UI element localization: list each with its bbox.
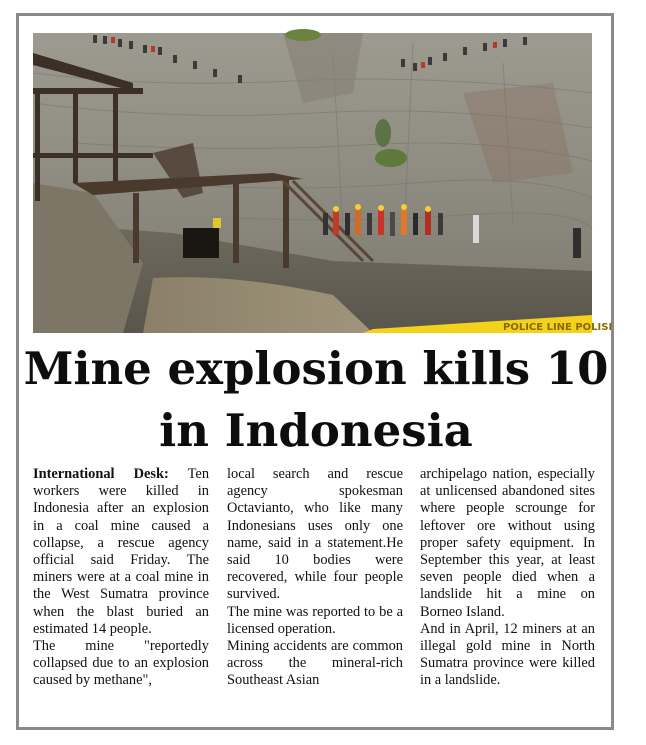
article-column-3 xyxy=(420,466,595,690)
article-column-1 xyxy=(33,466,209,690)
paragraph-1-text: Ten workers were killed in Indonesia after an explosion in a coal mine caused a collapse, a rescue agency official said Friday. The miners were at a coal mine in the West Sumatra province when the blast buried an estimated 14 people. xyxy=(33,466,210,637)
paragraph-1 xyxy=(33,466,209,638)
dateline: International Desk: xyxy=(33,466,169,482)
paragraph-4-continued: archipelago nation, especially at unlicensed abandoned sites where people scrounge for leftover ore without using proper safety equipment. In September this year, at least seven people died when a landslide hit a mine on Borneo Island. xyxy=(420,466,595,620)
headline: Mine explosion kills 10 in Indonesia xyxy=(23,342,609,457)
article-column-2 xyxy=(227,466,403,690)
paragraph-4-start: Mining accidents are common across the mineral-rich Southeast Asian xyxy=(227,638,403,689)
paragraph-2-start: The mine "reportedly collapsed due to an explosion caused by methane", xyxy=(33,638,209,689)
mine-scene-illustration xyxy=(33,33,613,333)
paragraph-5: And in April, 12 miners at an illegal gold mine in North Sumatra province were killed in a landslide. xyxy=(420,620,595,689)
police-tape-text: POLICE LINE POLISI xyxy=(503,322,613,333)
paragraph-3: The mine was reported to be a licensed operation. xyxy=(227,603,403,637)
mine-rescue-photo xyxy=(33,33,613,333)
paragraph-2-continued: local search and rescue agency spokesman Octavianto, who like many Indonesians uses only one name, said in a statement.He said 10 bodies were recovered, while four people survived. xyxy=(227,466,403,603)
article-body xyxy=(33,466,593,722)
